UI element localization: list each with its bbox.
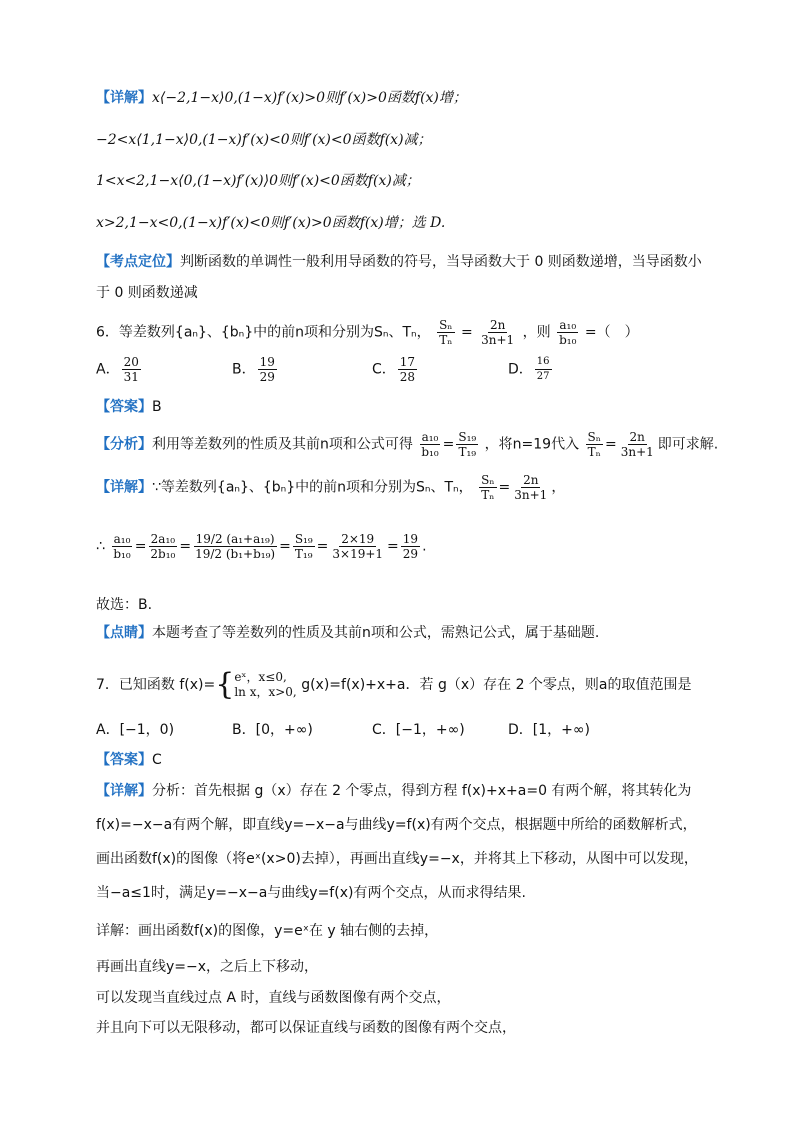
q7-option-d [508, 719, 590, 739]
q6-option-d [508, 355, 554, 384]
q6-option-c-num: 17 [399, 355, 416, 369]
q7-p6 [96, 957, 716, 977]
q6-analysis-f2d: T₁₉ [458, 445, 477, 459]
q6-chain-3-n: S₁₉ [294, 532, 313, 546]
q6-answer-value: B [152, 399, 162, 415]
detail-line-3 [96, 171, 716, 191]
q7-p1 [96, 781, 716, 801]
q6-analysis-2n: 2n [629, 430, 645, 444]
q7-option-a-text: [−1，0) [119, 722, 175, 738]
q6-chain-prefix: ∴ [96, 538, 105, 555]
q6-conclusion [96, 595, 716, 615]
q6-detail-s: Sₙ [481, 473, 495, 487]
q6-option-d-den: 27 [536, 371, 550, 382]
q7-option-d-label: D． [508, 722, 533, 738]
q7-p1-text: 分析：首先根据 g（x）存在 2 个零点，得到方程 f(x)+x+a=0 有两个解，将其转化为 [152, 783, 692, 799]
q6-option-c [372, 355, 419, 384]
q6-frac-s: Sₙ [439, 318, 453, 332]
q6-detail-a: ∵等差数列{aₙ}、{bₙ}中的前n项和分别为Sₙ、Tₙ， [152, 479, 473, 496]
q6-chain-5-d: 29 [402, 547, 419, 561]
q7-stem [96, 667, 716, 702]
q6-analysis-f1n: a₁₀ [421, 430, 439, 444]
q6-eq: = [460, 324, 473, 341]
q6-chain-2-d: 19/2 (b₁+b₁₉) [195, 547, 276, 561]
q7-option-c-text: [−1，+∞) [395, 722, 465, 738]
q6-dianjing [96, 623, 716, 643]
q6-analysis-f2n: S₁₉ [458, 430, 477, 444]
q6-frac-2n [479, 318, 516, 347]
kaodian-text-2: 于 0 则函数递减 [96, 285, 198, 301]
kaodian-line-2 [96, 283, 716, 303]
q6-frac2-den: 3n+1 [481, 333, 515, 347]
q6-detail-t: Tₙ [481, 488, 495, 502]
q6-option-c-label: C． [372, 361, 396, 378]
q6-chain-end: . [422, 538, 427, 555]
q6-option-a-num: 20 [123, 355, 139, 369]
q7-p3 [96, 849, 716, 869]
q6-stem-c: =（ ） [584, 324, 639, 341]
q7-p4-text: 当−a≤1时，满足y=−x−a与曲线y=f(x)有两个交点，从而求得结果. [96, 885, 526, 901]
q7-p8-text: 并且向下可以无限移动，都可以保证直线与函数的图像有两个交点， [96, 1020, 516, 1036]
q6-option-d-num: 16 [535, 355, 552, 370]
q6-chain-0-n: a₁₀ [113, 532, 131, 546]
q6-stem-b: ，则 [522, 324, 551, 341]
q7-cases [234, 670, 296, 700]
q6-chain-4-n: 2×19 [341, 532, 375, 546]
q7-p8 [96, 1018, 716, 1038]
q7-p7-text: 可以发现当直线过点 A 时，直线与函数图像有两个交点， [96, 990, 451, 1006]
q7-option-b [232, 719, 313, 739]
q7-detail-tag: 【详解】 [96, 783, 152, 799]
q7-option-c-label: C． [372, 722, 396, 738]
q7-p7 [96, 988, 716, 1008]
q7-p3-text: 画出函数f(x)的图像（将eˣ(x>0)去掉），再画出直线y=−x，并将其上下移动，从图中可以发现， [96, 851, 698, 867]
q6-chain-0-d: b₁₀ [113, 547, 131, 561]
q6-chain-1-d: 2b₁₀ [150, 547, 176, 561]
q6-chain-4-d: 3×19+1 [332, 547, 384, 561]
q6-option-b-den: 29 [259, 370, 275, 384]
kaodian-text-1: 判断函数的单调性一般利用导函数的符号，当导函数大于 0 则函数递增，当导函数小 [180, 254, 702, 270]
q6-chain-1-n: 2a₁₀ [150, 532, 176, 546]
q6-frac-ask [557, 318, 578, 347]
q6-option-a-label: A． [96, 361, 120, 378]
q6-option-b [232, 355, 279, 384]
q6-answer [96, 397, 716, 417]
q6-analysis-b: ，将n=19代入 [484, 436, 580, 453]
q6-option-b-label: B． [232, 361, 256, 378]
q7-stem-a: 7．已知函数 f(x)= [96, 677, 216, 693]
q6-analysis-c: 即可求解. [657, 436, 719, 453]
q7-answer [96, 750, 716, 770]
q7-option-d-text: [1，+∞) [532, 722, 591, 738]
q6-detail-2n: 2n [523, 473, 539, 487]
q6-detail-tag: 【详解】 [96, 479, 152, 496]
q6-stem-a: 6．等差数列{aₙ}、{bₙ}中的前n项和分别为Sₙ、Tₙ， [96, 324, 431, 341]
q7-answer-tag: 【答案】 [96, 752, 152, 768]
q7-case-2: ln x，x>0, [234, 685, 297, 699]
q6-option-a [96, 355, 143, 384]
q7-stem-b: g(x)=f(x)+x+a．若 g（x）存在 2 个零点，则a的取值范围是 [301, 677, 692, 693]
q7-p2 [96, 815, 716, 835]
q7-p6-text: 再画出直线y=−x，之后上下移动， [96, 959, 319, 975]
q7-option-c [372, 719, 465, 739]
detail-tag: 【详解】 [96, 90, 152, 106]
q6-chain: ∴ $\frac{\text{a₁₀}}{\text{b₁₀}}$ = $\frac{\text{2a₁₀}}{\text{2b₁₀}}$ = $\frac{\text{19/2 (a₁+a₁₉)}}{\text{19/2 (b₁+b₁₉)}}$ = $\frac{\text{S₁₉}}{\text{T₁₉}}$ = $\frac{2\times 19}{3\times 19+1}$ = $\frac{19}{29}$ . [96, 532, 427, 561]
detail-line-1-text: x⟨−2,1−x⟩0,(1−x)f′(x)>0则f′(x)>0函数f(x)增； [152, 90, 467, 106]
q7-option-a-label: A． [96, 722, 120, 738]
q6-chain-2-n: 19/2 (a₁+a₁₉) [195, 532, 275, 546]
q6-analysis-f1d: b₁₀ [421, 445, 439, 459]
q6-frac2-num: 2n [489, 318, 506, 332]
q6-answer-tag: 【答案】 [96, 399, 152, 415]
q6-chain-5-n: 19 [402, 532, 419, 546]
q7-p5 [96, 921, 716, 941]
q7-option-a [96, 719, 174, 739]
detail-line-4-text: x>2,1−x<0,(1−x)f′(x)<0则f′(x)>0函数f(x)增；选 D. [96, 215, 446, 231]
q6-analysis-3n1: 3n+1 [620, 445, 654, 459]
q6-option-d-label: D． [508, 361, 533, 378]
q6-analysis-a: 利用等差数列的性质及其前n项和公式可得 [152, 436, 413, 453]
q7-answer-value: C [152, 752, 162, 768]
detail-line-1 [96, 88, 716, 108]
q6-frac-t: Tₙ [439, 333, 453, 347]
q6-ask-den: b₁₀ [559, 333, 577, 347]
detail-line-2 [96, 130, 716, 150]
q7-p4 [96, 883, 716, 903]
q7-case-1: eˣ，x≤0, [234, 670, 287, 684]
q6-dianjing-text: 本题考查了等差数列的性质及其前n项和公式，需熟记公式，属于基础题. [152, 625, 600, 641]
q6-analysis-t: Tₙ [587, 445, 601, 459]
kaodian-tag: 【考点定位】 [96, 254, 180, 270]
q6-ask-num: a₁₀ [559, 318, 577, 332]
detail-line-4 [96, 213, 716, 233]
q6-analysis-s: Sₙ [587, 430, 601, 444]
q6-detail-3n1: 3n+1 [514, 488, 548, 502]
q7-option-b-text: [0，+∞) [255, 722, 313, 738]
q6-chain-3-d: T₁₉ [294, 547, 313, 561]
detail-line-3-text: 1<x<2,1−x⟨0,(1−x)f′(x)⟩0则f′(x)<0函数f(x)减； [96, 173, 420, 189]
q6-dianjing-tag: 【点睛】 [96, 625, 152, 641]
q6-detail: 【详解】∵等差数列{aₙ}、{bₙ}中的前n项和分别为Sₙ、Tₙ， $\frac{\text{Sₙ}}{\text{Tₙ}}$ = $\frac{2n}{3n+1}$ ， [96, 473, 566, 502]
q7-brace: { [215, 667, 235, 702]
q6-option-c-den: 28 [399, 370, 416, 384]
q6-stem [96, 318, 716, 347]
q7-p5-text: 详解：画出函数f(x)的图像，y=eˣ在 y 轴右侧的去掉， [96, 923, 439, 939]
q6-analysis: 【分析】利用等差数列的性质及其前n项和公式可得 $\frac{\text{a₁₀}}{\text{b₁₀}}$ = $\frac{\text{S₁₉}}{\text{T₁₉}}$ ，将n=19代入 $\frac{\text{Sₙ}}{\text{Tₙ}}$ = $\frac{2n}{3n+1}$ 即可求解. [96, 430, 719, 459]
q6-detail-b: ， [551, 479, 566, 496]
q6-option-a-den: 31 [123, 370, 139, 384]
q6-option-b-num: 19 [259, 355, 275, 369]
kaodian-line-1 [96, 252, 716, 272]
q6-analysis-tag: 【分析】 [96, 436, 152, 453]
detail-line-2-text: −2<x⟨1,1−x⟩0,(1−x)f′(x)<0则f′(x)<0函数f(x)减； [96, 132, 432, 148]
q6-conclusion-text: 故选：B. [96, 597, 153, 613]
q6-frac-s-t [437, 318, 454, 347]
q7-option-b-label: B． [232, 722, 256, 738]
q7-p2-text: f(x)=−x−a有两个解，即直线y=−x−a与曲线y=f(x)有两个交点，根据题中所给的函数解析式， [96, 817, 697, 833]
